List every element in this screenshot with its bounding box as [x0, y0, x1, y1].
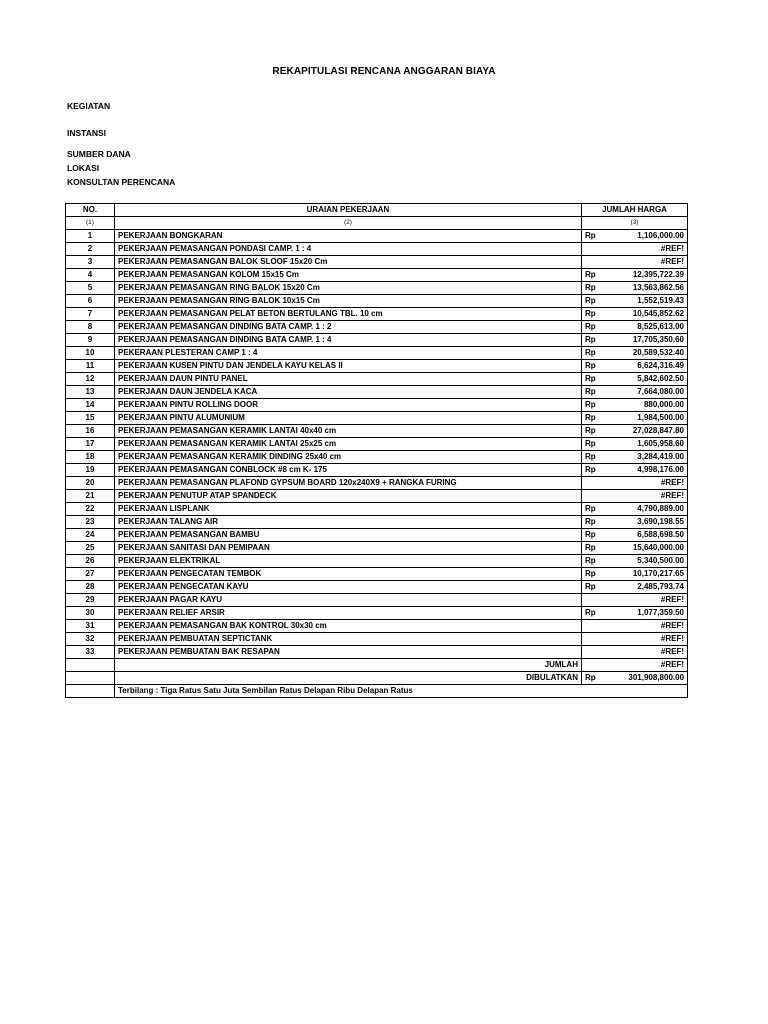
table-row	[66, 269, 688, 282]
table-row	[66, 477, 688, 490]
row-currency	[582, 256, 606, 269]
rab-table	[65, 203, 688, 698]
row-description: PEKERJAAN PEMASANGAN DINDING BATA CAMP. 1 : 4	[115, 334, 582, 347]
row-currency: Rp	[582, 529, 606, 542]
meta-kegiatan: KEGIATAN	[67, 101, 111, 111]
row-amount: 5,340,500.00	[606, 555, 688, 568]
row-currency: Rp	[582, 347, 606, 360]
table-row	[66, 581, 688, 594]
row-description: PEKERJAAN PENGECATAN KAYU	[115, 581, 582, 594]
table-row	[66, 321, 688, 334]
terbilang-text: Terbilang : Tiga Ratus Satu Juta Sembilan Ratus Delapan Ribu Delapan Ratus	[115, 685, 688, 698]
table-subheader-row	[66, 217, 688, 230]
row-description: PEKERJAAN PEMASANGAN BALOK SLOOF 15x20 Cm	[115, 256, 582, 269]
row-description: PEKERJAAN PINTU ALUMUNIUM	[115, 412, 582, 425]
row-description: PEKERJAAN ELEKTRIKAL	[115, 555, 582, 568]
row-currency: Rp	[582, 438, 606, 451]
table-header-row	[66, 204, 688, 217]
table-row	[66, 308, 688, 321]
row-no: 6	[66, 295, 115, 308]
table-row	[66, 568, 688, 581]
row-amount: 3,690,198.55	[606, 516, 688, 529]
jumlah-row	[66, 659, 688, 672]
row-amount: 1,552,519.43	[606, 295, 688, 308]
row-amount: #REF!	[606, 620, 688, 633]
row-no: 2	[66, 243, 115, 256]
row-amount: 10,545,852.62	[606, 308, 688, 321]
row-amount: 12,395,722.39	[606, 269, 688, 282]
row-description: PEKERAAN PLESTERAN CAMP 1 : 4	[115, 347, 582, 360]
row-amount: 17,705,350.60	[606, 334, 688, 347]
table-row	[66, 503, 688, 516]
row-no: 3	[66, 256, 115, 269]
row-description: PEKERJAAN PEMASANGAN PLAFOND GYPSUM BOARD 120x240X9 + RANGKA FURING	[115, 477, 582, 490]
row-amount: #REF!	[606, 646, 688, 659]
row-description: PEKERJAAN PEMASANGAN KERAMIK LANTAI 40x40 cm	[115, 425, 582, 438]
row-no: 1	[66, 230, 115, 243]
row-currency: Rp	[582, 282, 606, 295]
row-no: 25	[66, 542, 115, 555]
table-row	[66, 399, 688, 412]
dibulatkan-amount: 301,908,800.00	[606, 672, 688, 685]
row-currency: Rp	[582, 464, 606, 477]
subheader-no: (1)	[66, 217, 115, 230]
row-description: PEKERJAAN PEMBUATAN BAK RESAPAN	[115, 646, 582, 659]
table-row	[66, 282, 688, 295]
row-no: 17	[66, 438, 115, 451]
row-amount: 27,028,847.80	[606, 425, 688, 438]
table-row	[66, 386, 688, 399]
row-description: PEKERJAAN DAUN JENDELA KACA	[115, 386, 582, 399]
subheader-uraian: (2)	[115, 217, 582, 230]
header-no: NO.	[66, 204, 115, 217]
row-no: 27	[66, 568, 115, 581]
row-no: 30	[66, 607, 115, 620]
table-row	[66, 529, 688, 542]
table-row	[66, 490, 688, 503]
row-currency: Rp	[582, 321, 606, 334]
table-row	[66, 360, 688, 373]
meta-instansi: INSTANSI	[67, 128, 107, 138]
row-no: 28	[66, 581, 115, 594]
terbilang-row	[66, 685, 688, 698]
row-no: 11	[66, 360, 115, 373]
row-description: PEKERJAAN PEMASANGAN KERAMIK LANTAI 25x25 cm	[115, 438, 582, 451]
row-currency: Rp	[582, 451, 606, 464]
row-no: 16	[66, 425, 115, 438]
row-description: PEKERJAAN PENUTUP ATAP SPANDECK	[115, 490, 582, 503]
row-no: 29	[66, 594, 115, 607]
row-description: PEKERJAAN PEMASANGAN BAK KONTROL 30x30 cm	[115, 620, 582, 633]
row-amount: 1,077,359.50	[606, 607, 688, 620]
row-description: PEKERJAAN KUSEN PINTU DAN JENDELA KAYU KELAS II	[115, 360, 582, 373]
table-row	[66, 516, 688, 529]
row-description: PEKERJAAN RELIEF ARSIR	[115, 607, 582, 620]
row-currency: Rp	[582, 607, 606, 620]
row-currency	[582, 646, 606, 659]
meta-sumber-dana: SUMBER DANA	[67, 149, 131, 159]
table-row	[66, 438, 688, 451]
document-title: REKAPITULASI RENCANA ANGGARAN BIAYA	[272, 66, 496, 77]
row-amount: 5,842,602.50	[606, 373, 688, 386]
row-amount: 20,589,532.40	[606, 347, 688, 360]
row-description: PEKERJAAN TALANG AIR	[115, 516, 582, 529]
row-description: PEKERJAAN PEMASANGAN BAMBU	[115, 529, 582, 542]
row-amount: #REF!	[606, 256, 688, 269]
row-no: 33	[66, 646, 115, 659]
row-description: PEKERJAAN PENGECATAN TEMBOK	[115, 568, 582, 581]
row-description: PEKERJAAN PEMASANGAN CONBLOCK #8 cm K- 175	[115, 464, 582, 477]
table-row	[66, 230, 688, 243]
row-description: PEKERJAAN SANITASI DAN PEMIPAAN	[115, 542, 582, 555]
row-amount: #REF!	[606, 477, 688, 490]
table-row	[66, 412, 688, 425]
row-description: PEKERJAAN PEMASANGAN PONDASI CAMP. 1 : 4	[115, 243, 582, 256]
row-currency: Rp	[582, 295, 606, 308]
table-row	[66, 256, 688, 269]
row-description: PEKERJAAN PEMASANGAN RING BALOK 15x20 Cm	[115, 282, 582, 295]
jumlah-amount: #REF!	[606, 659, 688, 672]
meta-konsultan: KONSULTAN PERENCANA	[67, 177, 176, 187]
row-amount: #REF!	[606, 633, 688, 646]
row-description: PEKERJAAN BONGKARAN	[115, 230, 582, 243]
row-currency: Rp	[582, 308, 606, 321]
dibulatkan-label: DIBULATKAN	[115, 672, 582, 685]
row-no: 32	[66, 633, 115, 646]
table-row	[66, 243, 688, 256]
row-currency: Rp	[582, 581, 606, 594]
row-currency	[582, 490, 606, 503]
row-amount: 3,284,419.00	[606, 451, 688, 464]
row-amount: #REF!	[606, 490, 688, 503]
row-description: PEKERJAAN PAGAR KAYU	[115, 594, 582, 607]
row-amount: 13,563,862.56	[606, 282, 688, 295]
row-amount: 4,998,176.00	[606, 464, 688, 477]
row-amount: 1,605,958.60	[606, 438, 688, 451]
subheader-jumlah: (3)	[582, 217, 688, 230]
row-currency: Rp	[582, 425, 606, 438]
row-no: 7	[66, 308, 115, 321]
terbilang-no-cell	[66, 685, 115, 698]
row-amount: #REF!	[606, 243, 688, 256]
row-no: 13	[66, 386, 115, 399]
row-no: 24	[66, 529, 115, 542]
row-no: 18	[66, 451, 115, 464]
row-no: 15	[66, 412, 115, 425]
table-row	[66, 594, 688, 607]
jumlah-currency	[582, 659, 606, 672]
table-row	[66, 542, 688, 555]
table-row	[66, 464, 688, 477]
row-currency: Rp	[582, 542, 606, 555]
row-description: PEKERJAAN PEMASANGAN RING BALOK 10x15 Cm	[115, 295, 582, 308]
row-amount: 15,640,000.00	[606, 542, 688, 555]
row-no: 14	[66, 399, 115, 412]
table-row	[66, 373, 688, 386]
jumlah-label: JUMLAH	[115, 659, 582, 672]
row-currency: Rp	[582, 334, 606, 347]
dibulatkan-no-cell	[66, 672, 115, 685]
row-description: PEKERJAAN PINTU ROLLING DOOR	[115, 399, 582, 412]
row-currency: Rp	[582, 503, 606, 516]
row-amount: 1,984,500.00	[606, 412, 688, 425]
row-currency	[582, 633, 606, 646]
row-currency	[582, 243, 606, 256]
table-row	[66, 347, 688, 360]
row-no: 5	[66, 282, 115, 295]
row-amount: 2,485,793.74	[606, 581, 688, 594]
table-row	[66, 451, 688, 464]
row-currency: Rp	[582, 386, 606, 399]
row-description: PEKERJAAN PEMASANGAN KOLOM 15x15 Cm	[115, 269, 582, 282]
table-row	[66, 334, 688, 347]
row-description: PEKERJAAN LISPLANK	[115, 503, 582, 516]
row-currency: Rp	[582, 269, 606, 282]
row-amount: 10,170,217.65	[606, 568, 688, 581]
dibulatkan-currency: Rp	[582, 672, 606, 685]
row-amount: 4,790,889.00	[606, 503, 688, 516]
row-no: 12	[66, 373, 115, 386]
row-no: 23	[66, 516, 115, 529]
row-currency	[582, 477, 606, 490]
row-currency	[582, 594, 606, 607]
header-jumlah: JUMLAH HARGA	[582, 204, 688, 217]
row-amount: 1,106,000.00	[606, 230, 688, 243]
row-no: 19	[66, 464, 115, 477]
row-currency: Rp	[582, 230, 606, 243]
row-currency: Rp	[582, 399, 606, 412]
rab-table-body	[66, 204, 688, 698]
row-amount: 8,525,613.00	[606, 321, 688, 334]
row-no: 21	[66, 490, 115, 503]
row-description: PEKERJAAN PEMBUATAN SEPTICTANK	[115, 633, 582, 646]
table-row	[66, 555, 688, 568]
row-description: PEKERJAAN PEMASANGAN DINDING BATA CAMP. 1 : 2	[115, 321, 582, 334]
table-row	[66, 295, 688, 308]
row-currency: Rp	[582, 412, 606, 425]
meta-lokasi: LOKASI	[67, 163, 100, 173]
row-description: PEKERJAAN DAUN PINTU PANEL	[115, 373, 582, 386]
row-no: 9	[66, 334, 115, 347]
header-uraian: URAIAN PEKERJAAN	[115, 204, 582, 217]
row-amount: #REF!	[606, 594, 688, 607]
dibulatkan-row	[66, 672, 688, 685]
row-amount: 880,000.00	[606, 399, 688, 412]
row-amount: 6,588,698.50	[606, 529, 688, 542]
row-currency: Rp	[582, 555, 606, 568]
row-no: 4	[66, 269, 115, 282]
row-currency: Rp	[582, 568, 606, 581]
row-description: PEKERJAAN PEMASANGAN PELAT BETON BERTULANG TBL. 10 cm	[115, 308, 582, 321]
jumlah-no-cell	[66, 659, 115, 672]
row-currency: Rp	[582, 360, 606, 373]
table-row	[66, 620, 688, 633]
row-no: 20	[66, 477, 115, 490]
row-currency	[582, 620, 606, 633]
row-no: 10	[66, 347, 115, 360]
row-description: PEKERJAAN PEMASANGAN KERAMIK DINDING 25x40 cm	[115, 451, 582, 464]
row-no: 8	[66, 321, 115, 334]
row-currency: Rp	[582, 516, 606, 529]
row-amount: 7,664,080.00	[606, 386, 688, 399]
table-row	[66, 633, 688, 646]
table-row	[66, 425, 688, 438]
table-row	[66, 646, 688, 659]
row-no: 31	[66, 620, 115, 633]
row-no: 26	[66, 555, 115, 568]
row-amount: 6,624,316.49	[606, 360, 688, 373]
row-currency: Rp	[582, 373, 606, 386]
table-row	[66, 607, 688, 620]
row-no: 22	[66, 503, 115, 516]
